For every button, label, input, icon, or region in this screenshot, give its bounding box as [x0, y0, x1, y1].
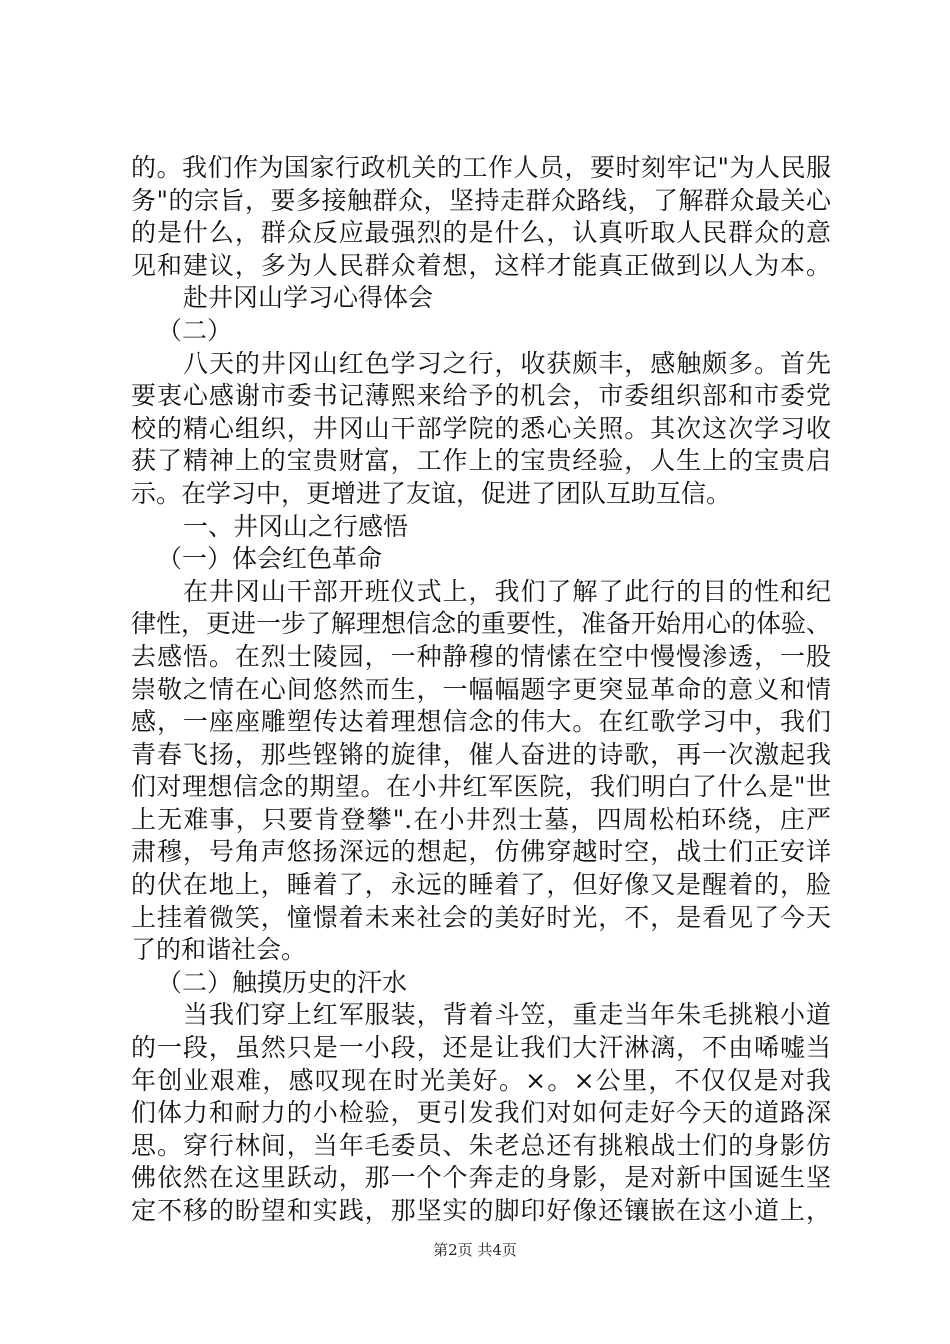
text-line: 上无难事，只要肯登攀".在小井烈士墓，四周松柏环绕，庄严	[131, 804, 831, 834]
text-line: （二）	[157, 315, 233, 345]
text-line: 崇敬之情在心间悠然而生，一幅幅题字更突显革命的意义和情	[131, 674, 831, 704]
text-line: 上挂着微笑，憧憬着未来社会的美好时光，不，是看见了今天	[131, 902, 831, 932]
text-line: 青春飞扬，那些铿锵的旋律，催人奋进的诗歌，再一次激起我	[131, 739, 831, 769]
text-line: 定不移的盼望和实践，那坚实的脚印好像还镶嵌在这小道上，	[131, 1196, 831, 1225]
text-line: 获了精神上的宝贵财富，工作上的宝贵经验，人生上的宝贵启	[131, 446, 831, 476]
text-line: 思。穿行林间，当年毛委员、朱老总还有挑粮战士们的身影仿	[131, 1130, 831, 1160]
text-line: 赴井冈山学习心得体会	[183, 283, 434, 313]
text-line: 们体力和耐力的小检验，更引发我们对如何走好今天的道路深	[131, 1098, 831, 1128]
text-line: 务"的宗旨，要多接触群众，坚持走群众路线，了解群众最关心	[131, 185, 831, 215]
text-line: 律性，更进一步了解理想信念的重要性，准备开始用心的体验、	[131, 609, 832, 639]
text-line: 当我们穿上红军服装，背着斗笠，重走当年朱毛挑粮小道	[183, 1000, 831, 1030]
text-line: 们对理想信念的期望。在小井红军医院，我们明白了什么是"世	[131, 772, 831, 802]
document-body	[131, 152, 831, 1228]
text-line: 八天的井冈山红色学习之行，收获颇丰，感触颇多。首先	[183, 348, 831, 378]
text-line: 的。我们作为国家行政机关的工作人员，要时刻牢记"为人民服	[131, 153, 831, 182]
text-line: 的是什么，群众反应最强烈的是什么，认真听取人民群众的意	[131, 218, 831, 248]
text-line: 要衷心感谢市委书记薄熙来给予的机会，市委组织部和市委党	[131, 381, 831, 411]
text-line: 肃穆，号角声悠扬深远的想起，仿佛穿越时空，战士们正安详	[131, 837, 831, 867]
text-line: 在井冈山干部开班仪式上，我们了解了此行的目的性和纪	[183, 576, 831, 606]
text-line: （一）体会红色革命	[157, 544, 383, 574]
text-line: 一、井冈山之行感悟	[183, 511, 409, 541]
text-line: 见和建议，多为人民群众着想，这样才能真正做到以人为本。	[131, 250, 831, 280]
text-line: 去感悟。在烈士陵园，一种静穆的情愫在空中慢慢渗透，一股	[131, 641, 831, 671]
text-line: 示。在学习中，更增进了友谊，促进了团队互助互信。	[131, 478, 732, 508]
text-line: 校的精心组织，井冈山干部学院的悉心关照。其次这次学习收	[131, 413, 831, 443]
text-line: 佛依然在这里跃动，那一个个奔走的身影，是对新中国诞生坚	[131, 1163, 831, 1193]
text-line: 感，一座座雕塑传达着理想信念的伟大。在红歌学习中，我们	[131, 707, 831, 737]
page-footer: 第2页 共4页	[433, 1241, 517, 1259]
text-line: 的一段，虽然只是一小段，还是让我们大汗淋漓，不由唏嘘当	[131, 1033, 831, 1063]
text-line: 了的和谐社会。	[131, 935, 307, 965]
text-line: 的伏在地上，睡着了，永远的睡着了，但好像又是醒着的，脸	[131, 870, 831, 900]
text-line: 年创业艰难，感叹现在时光美好。×。×公里，不仅仅是对我	[131, 1065, 831, 1095]
text-line: （二）触摸历史的汗水	[157, 967, 408, 997]
